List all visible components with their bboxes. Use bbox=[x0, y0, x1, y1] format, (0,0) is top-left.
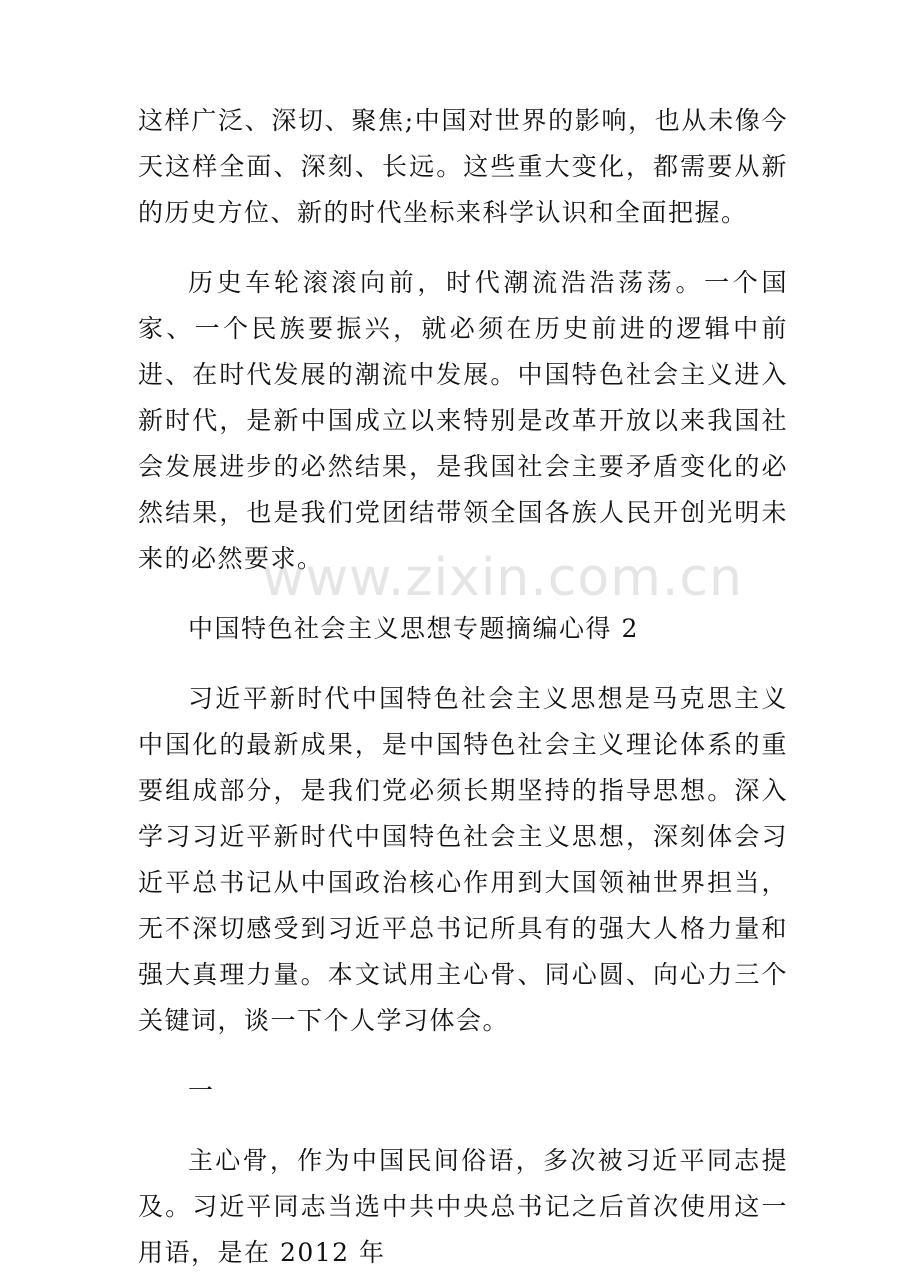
document-body bbox=[138, 98, 788, 1276]
paragraph-1: 这样广泛、深切、聚焦;中国对世界的影响，也从未像今天这样全面、深刻、长远。这些重大变化，都需要从新的历史方位、新的时代坐标来科学认识和全面把握。 bbox=[138, 106, 788, 227]
section-heading: 中国特色社会主义思想专题摘编心得 2 bbox=[188, 614, 639, 643]
paragraph-4: 主心骨，作为中国民间俗语，多次被习近平同志提及。习近平同志当选中共中央总书记之后首次使用这一用语，是在 2012 年 bbox=[138, 1146, 788, 1267]
paragraph-3: 习近平新时代中国特色社会主义思想是马克思主义中国化的最新成果，是中国特色社会主义理论体系的重要组成部分，是我们党必须长期坚持的指导思想。深入学习习近平新时代中国特色社会主义思想，深刻体会习近平总书记从中国政治核心作用到大国领袖世界担当，无不深切感受到习近平总书记所具有的强大人格力量和强大真理力量。本文试用主心骨、同心圆、向心力三个关键词，谈一下个人学习体会。 bbox=[138, 684, 788, 1035]
paragraph-2: 历史车轮滚滚向前，时代潮流浩浩荡荡。一个国家、一个民族要振兴，就必须在历史前进的逻辑中前进、在时代发展的潮流中发展。中国特色社会主义进入新时代，是新中国成立以来特别是改革开放以来我国社会发展进步的必然结果，是我国社会主要矛盾变化的必然结果，也是我们党团结带领全国各族人民开创光明未来的必然要求。 bbox=[138, 268, 788, 573]
section-number: 一 bbox=[188, 1076, 215, 1105]
watermark: www.zixin.com.cn bbox=[262, 548, 743, 608]
